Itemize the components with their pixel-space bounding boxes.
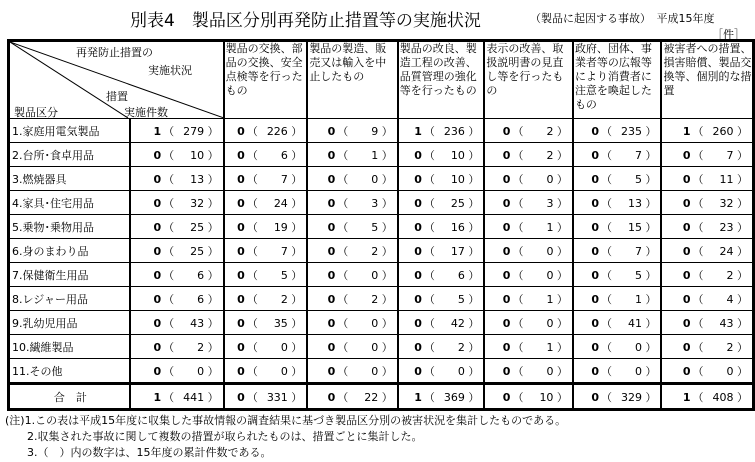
value-cell: 0 （ 5 ） <box>398 287 485 311</box>
note-2: 2.収集された事故に関して複数の措置が取られたものは、措置ごとに集計した。 <box>5 430 423 443</box>
cumulative: 4 <box>726 292 734 306</box>
count: 0 <box>682 268 691 282</box>
value-cell: 0 （ 11 ） <box>661 167 753 191</box>
cumulative: 2 <box>726 268 734 282</box>
value-cell: 1 （ 369 ） <box>398 384 485 410</box>
cumulative: 0 <box>546 316 554 330</box>
cumulative: 1 <box>546 292 554 306</box>
cumulative: 32 <box>719 196 734 210</box>
cumulative: 3 <box>546 196 554 210</box>
count: 0 <box>237 268 245 282</box>
cumulative: 369 <box>443 390 465 404</box>
row-label: 6.身のまわり品 <box>9 239 130 263</box>
cumulative: 25 <box>450 196 465 210</box>
count: 0 <box>682 364 691 378</box>
count: 0 <box>591 172 599 186</box>
count: 0 <box>682 340 691 354</box>
table-row <box>9 335 754 359</box>
count: 0 <box>237 124 245 138</box>
cumulative: 23 <box>719 220 734 234</box>
value-cell: 0 （ 0 ） <box>484 239 573 263</box>
cumulative: 235 <box>620 124 642 138</box>
count: 0 <box>327 268 336 282</box>
value-cell: 0 （ 0 ） <box>398 359 485 384</box>
cumulative: 35 <box>273 316 288 330</box>
count: 0 <box>591 340 599 354</box>
value-cell: 0 （ 3 ） <box>307 191 397 215</box>
count: 0 <box>153 364 162 378</box>
value-cell: 0 （ 19 ） <box>224 215 308 239</box>
count: 0 <box>502 316 511 330</box>
value-cell: 0 （ 43 ） <box>661 311 753 335</box>
value-cell: 0 （ 2 ） <box>661 263 753 287</box>
cumulative: 260 <box>712 124 734 138</box>
value-cell: 0 （ 13 ） <box>573 191 662 215</box>
cumulative: 0 <box>726 364 734 378</box>
value-cell: 0 （ 2 ） <box>484 143 573 167</box>
value-cell: 0 （ 25 ） <box>130 215 224 239</box>
cumulative: 25 <box>190 244 205 258</box>
count: 1 <box>414 124 422 138</box>
value-cell: 0 （ 0 ） <box>307 263 397 287</box>
cumulative: 408 <box>712 390 734 404</box>
cumulative: 13 <box>627 196 642 210</box>
cumulative: 10 <box>450 172 465 186</box>
cumulative: 5 <box>280 268 288 282</box>
cumulative: 24 <box>273 196 288 210</box>
cumulative: 41 <box>627 316 642 330</box>
count: 0 <box>591 220 599 234</box>
table-row <box>9 359 754 384</box>
row-label: 5.乗物･乗物用品 <box>9 215 130 239</box>
cumulative: 3 <box>371 196 379 210</box>
cumulative: 7 <box>280 172 288 186</box>
cumulative: 0 <box>280 340 288 354</box>
count: 0 <box>153 148 162 162</box>
value-cell: 0 （ 0 ） <box>573 359 662 384</box>
count: 0 <box>327 364 336 378</box>
column-header: 製品の製造、販売又は輸入を中止したもの <box>307 41 397 119</box>
count: 0 <box>153 292 162 306</box>
count: 0 <box>682 292 691 306</box>
cumulative: 6 <box>197 292 205 306</box>
value-cell: 0 （ 2 ） <box>484 119 573 143</box>
cumulative: 2 <box>371 244 379 258</box>
cumulative: 329 <box>620 390 642 404</box>
cumulative: 2 <box>546 148 554 162</box>
value-cell: 0 （ 13 ） <box>130 167 224 191</box>
note-1: (注)1.この表は平成15年度に収集した事故情報の調査結果に基づき製品区分別の被害状況を集計したものである。 <box>5 414 567 427</box>
cumulative: 13 <box>190 172 205 186</box>
value-cell: 0 （ 2 ） <box>130 335 224 359</box>
count: 0 <box>153 172 162 186</box>
value-cell: 0 （ 1 ） <box>307 143 397 167</box>
notes <box>5 413 566 461</box>
value-cell: 0 （ 35 ） <box>224 311 308 335</box>
cumulative: 1 <box>546 340 554 354</box>
row-label: 3.燃焼器具 <box>9 167 130 191</box>
value-cell: 0 （ 25 ） <box>130 239 224 263</box>
cumulative: 25 <box>190 220 205 234</box>
count: 0 <box>414 340 422 354</box>
cumulative: 1 <box>371 148 379 162</box>
count: 0 <box>237 292 245 306</box>
count: 0 <box>327 124 336 138</box>
value-cell: 0 （ 0 ） <box>484 311 573 335</box>
cumulative: 24 <box>719 244 734 258</box>
corner-header <box>9 41 224 119</box>
cumulative: 2 <box>371 292 379 306</box>
value-cell: 0 （ 0 ） <box>484 359 573 384</box>
cumulative: 226 <box>266 124 288 138</box>
cumulative: 7 <box>634 244 642 258</box>
cumulative: 0 <box>197 364 205 378</box>
cumulative: 0 <box>546 364 554 378</box>
count: 0 <box>682 172 691 186</box>
value-cell: 0 （ 226 ） <box>224 119 308 143</box>
cumulative: 10 <box>190 148 205 162</box>
value-cell: 0 （ 41 ） <box>573 311 662 335</box>
value-cell: 0 （ 16 ） <box>398 215 485 239</box>
count: 0 <box>414 172 422 186</box>
value-cell: 1 （ 260 ） <box>661 119 753 143</box>
value-cell: 0 （ 0 ） <box>307 335 397 359</box>
value-cell: 0 （ 15 ） <box>573 215 662 239</box>
value-cell: 0 （ 0 ） <box>573 335 662 359</box>
count: 0 <box>682 148 691 162</box>
column-header: 製品の交換、部品の交換、安全点検等を行ったもの <box>224 41 308 119</box>
cumulative: 15 <box>627 220 642 234</box>
count: 0 <box>327 340 336 354</box>
count: 0 <box>502 196 511 210</box>
corner-bottom-right: 実施件数 <box>124 106 168 119</box>
row-label: 8.レジャー用品 <box>9 287 130 311</box>
count: 0 <box>327 390 336 404</box>
value-cell: 0 （ 2 ） <box>307 287 397 311</box>
count: 0 <box>153 316 162 330</box>
value-cell: 0 （ 0 ） <box>224 335 308 359</box>
count: 0 <box>502 124 511 138</box>
value-cell: 0 （ 0 ） <box>224 359 308 384</box>
count: 0 <box>682 196 691 210</box>
cumulative: 17 <box>450 244 465 258</box>
cumulative: 1 <box>546 220 554 234</box>
count: 0 <box>327 220 336 234</box>
table-row <box>9 191 754 215</box>
value-cell: 0 （ 329 ） <box>573 384 662 410</box>
corner-top: 再発防止措置の <box>76 46 153 59</box>
cumulative: 0 <box>546 268 554 282</box>
count: 0 <box>502 172 511 186</box>
count: 0 <box>327 196 336 210</box>
table-row <box>9 311 754 335</box>
count: 0 <box>414 148 422 162</box>
page-title: 別表4 製品区分別再発防止措置等の実施状況 <box>130 11 481 31</box>
value-cell: 0 （ 32 ） <box>661 191 753 215</box>
cumulative: 0 <box>371 316 379 330</box>
cumulative: 5 <box>371 220 379 234</box>
cumulative: 42 <box>450 316 465 330</box>
value-cell: 0 （ 5 ） <box>307 215 397 239</box>
count: 0 <box>502 148 511 162</box>
value-cell: 0 （ 2 ） <box>398 335 485 359</box>
count: 0 <box>153 196 162 210</box>
count: 1 <box>682 124 691 138</box>
column-header: 表示の改善、取扱説明書の見直し等を行ったもの <box>484 41 573 119</box>
count: 0 <box>414 196 422 210</box>
value-cell: 0 （ 22 ） <box>307 384 397 410</box>
cumulative: 441 <box>183 390 205 404</box>
count: 1 <box>414 390 422 404</box>
value-cell: 0 （ 331 ） <box>224 384 308 410</box>
cumulative: 0 <box>634 364 642 378</box>
value-cell: 0 （ 5 ） <box>573 263 662 287</box>
value-cell: 0 （ 6 ） <box>130 263 224 287</box>
corner-mid: 措置 <box>106 90 128 103</box>
value-cell: 0 （ 1 ） <box>484 335 573 359</box>
cumulative: 0 <box>371 340 379 354</box>
cumulative: 279 <box>183 124 205 138</box>
count: 1 <box>153 390 162 404</box>
table-row <box>9 239 754 263</box>
table-row <box>9 287 754 311</box>
corner-bottom-left: 製品区分 <box>14 106 58 119</box>
note-3: 3.（ ）内の数字は、15年度の累計件数である。 <box>5 446 272 459</box>
table-row <box>9 119 754 143</box>
count: 0 <box>237 340 245 354</box>
cumulative: 19 <box>273 220 288 234</box>
cumulative: 7 <box>726 148 734 162</box>
count: 0 <box>237 390 245 404</box>
count: 0 <box>591 390 599 404</box>
value-cell: 0 （ 5 ） <box>224 263 308 287</box>
table-row <box>9 143 754 167</box>
value-cell: 0 （ 7 ） <box>573 239 662 263</box>
count: 0 <box>502 364 511 378</box>
count: 0 <box>414 364 422 378</box>
value-cell: 0 （ 6 ） <box>130 287 224 311</box>
value-cell: 0 （ 0 ） <box>130 359 224 384</box>
count: 1 <box>153 124 162 138</box>
value-cell: 0 （ 235 ） <box>573 119 662 143</box>
cumulative: 43 <box>190 316 205 330</box>
value-cell: 0 （ 32 ） <box>130 191 224 215</box>
count: 0 <box>153 244 162 258</box>
measures-table <box>7 39 755 411</box>
row-label: 11.その他 <box>9 359 130 384</box>
value-cell: 0 （ 0 ） <box>484 167 573 191</box>
row-label: 1.家庭用電気製品 <box>9 119 130 143</box>
table-row <box>9 167 754 191</box>
count: 0 <box>414 292 422 306</box>
count: 0 <box>502 340 511 354</box>
value-cell: 1 （ 408 ） <box>661 384 753 410</box>
row-label: 10.繊維製品 <box>9 335 130 359</box>
count: 0 <box>153 220 162 234</box>
cumulative: 2 <box>457 340 465 354</box>
count: 0 <box>414 244 422 258</box>
cumulative: 1 <box>634 292 642 306</box>
count: 0 <box>327 244 336 258</box>
cumulative: 7 <box>634 148 642 162</box>
value-cell: 0 （ 10 ） <box>484 384 573 410</box>
count: 0 <box>591 268 599 282</box>
cumulative: 22 <box>364 390 379 404</box>
value-cell: 1 （ 279 ） <box>130 119 224 143</box>
cumulative: 0 <box>634 340 642 354</box>
cumulative: 0 <box>546 172 554 186</box>
count: 0 <box>237 244 245 258</box>
value-cell: 0 （ 1 ） <box>573 287 662 311</box>
count: 0 <box>591 196 599 210</box>
corner-top2: 実施状況 <box>148 64 192 77</box>
value-cell: 1 （ 236 ） <box>398 119 485 143</box>
cumulative: 2 <box>726 340 734 354</box>
cumulative: 0 <box>371 364 379 378</box>
count: 0 <box>591 316 599 330</box>
value-cell: 0 （ 42 ） <box>398 311 485 335</box>
cumulative: 6 <box>457 268 465 282</box>
count: 0 <box>153 340 162 354</box>
count: 0 <box>591 124 599 138</box>
value-cell: 0 （ 2 ） <box>307 239 397 263</box>
count: 0 <box>327 292 336 306</box>
unit-label: ［件］ <box>712 28 745 41</box>
value-cell: 0 （ 0 ） <box>307 167 397 191</box>
count: 0 <box>414 220 422 234</box>
count: 0 <box>327 148 336 162</box>
count: 0 <box>153 268 162 282</box>
value-cell: 0 （ 7 ） <box>224 167 308 191</box>
count: 0 <box>237 172 245 186</box>
row-label: 7.保健衛生用品 <box>9 263 130 287</box>
value-cell: 0 （ 4 ） <box>661 287 753 311</box>
column-header: 政府、団体、事業者等の広報等により消費者に注意を喚起したもの <box>573 41 662 119</box>
value-cell: 0 （ 0 ） <box>661 359 753 384</box>
row-label: 4.家具･住宅用品 <box>9 191 130 215</box>
count: 0 <box>682 244 691 258</box>
row-label: 合 計 <box>9 384 130 410</box>
cumulative: 0 <box>280 364 288 378</box>
value-cell: 0 （ 9 ） <box>307 119 397 143</box>
cumulative: 9 <box>371 124 379 138</box>
count: 0 <box>237 148 245 162</box>
value-cell: 0 （ 23 ） <box>661 215 753 239</box>
value-cell: 0 （ 7 ） <box>224 239 308 263</box>
count: 0 <box>591 244 599 258</box>
count: 0 <box>591 364 599 378</box>
cumulative: 10 <box>450 148 465 162</box>
count: 0 <box>682 220 691 234</box>
count: 0 <box>502 268 511 282</box>
count: 0 <box>237 316 245 330</box>
count: 0 <box>414 316 422 330</box>
value-cell: 0 （ 5 ） <box>573 167 662 191</box>
table-row <box>9 263 754 287</box>
count: 0 <box>237 220 245 234</box>
value-cell: 0 （ 10 ） <box>398 167 485 191</box>
cumulative: 7 <box>280 244 288 258</box>
cumulative: 5 <box>457 292 465 306</box>
cumulative: 10 <box>539 390 554 404</box>
value-cell: 0 （ 1 ） <box>484 215 573 239</box>
count: 0 <box>237 364 245 378</box>
count: 0 <box>502 244 511 258</box>
total-row <box>9 384 754 410</box>
value-cell: 0 （ 43 ） <box>130 311 224 335</box>
count: 0 <box>502 292 511 306</box>
count: 0 <box>502 390 511 404</box>
cumulative: 5 <box>634 268 642 282</box>
count: 0 <box>414 268 422 282</box>
count: 0 <box>237 196 245 210</box>
value-cell: 0 （ 10 ） <box>398 143 485 167</box>
cumulative: 16 <box>450 220 465 234</box>
column-header: 製品の改良、製造工程の改善、品質管理の強化等を行ったもの <box>398 41 485 119</box>
count: 0 <box>502 220 511 234</box>
cumulative: 32 <box>190 196 205 210</box>
cumulative: 2 <box>197 340 205 354</box>
value-cell: 0 （ 0 ） <box>307 359 397 384</box>
cumulative: 331 <box>266 390 288 404</box>
count: 0 <box>591 148 599 162</box>
cumulative: 5 <box>634 172 642 186</box>
cumulative: 236 <box>443 124 465 138</box>
value-cell: 0 （ 24 ） <box>661 239 753 263</box>
value-cell: 0 （ 6 ） <box>224 143 308 167</box>
value-cell: 0 （ 2 ） <box>661 335 753 359</box>
value-cell: 0 （ 3 ） <box>484 191 573 215</box>
row-label: 2.台所･食卓用品 <box>9 143 130 167</box>
cumulative: 6 <box>197 268 205 282</box>
cumulative: 0 <box>371 268 379 282</box>
count: 0 <box>327 172 336 186</box>
value-cell: 0 （ 24 ） <box>224 191 308 215</box>
row-label: 9.乳幼児用品 <box>9 311 130 335</box>
value-cell: 0 （ 0 ） <box>307 311 397 335</box>
count: 0 <box>327 316 336 330</box>
value-cell: 0 （ 7 ） <box>573 143 662 167</box>
count: 0 <box>591 292 599 306</box>
cumulative: 11 <box>719 172 734 186</box>
cumulative: 0 <box>546 244 554 258</box>
value-cell: 0 （ 6 ） <box>398 263 485 287</box>
value-cell: 0 （ 17 ） <box>398 239 485 263</box>
value-cell: 0 （ 1 ） <box>484 287 573 311</box>
cumulative: 0 <box>457 364 465 378</box>
cumulative: 6 <box>280 148 288 162</box>
cumulative: 2 <box>546 124 554 138</box>
table-row <box>9 215 754 239</box>
cumulative: 2 <box>280 292 288 306</box>
value-cell: 0 （ 10 ） <box>130 143 224 167</box>
value-cell: 0 （ 25 ） <box>398 191 485 215</box>
cumulative: 43 <box>719 316 734 330</box>
count: 0 <box>682 316 691 330</box>
value-cell: 0 （ 0 ） <box>484 263 573 287</box>
value-cell: 0 （ 2 ） <box>224 287 308 311</box>
cumulative: 0 <box>371 172 379 186</box>
column-header: 被害者への措置、損害賠償、製品交換等、個別的な措置 <box>661 41 753 119</box>
value-cell: 1 （ 441 ） <box>130 384 224 410</box>
value-cell: 0 （ 7 ） <box>661 143 753 167</box>
count: 1 <box>682 390 691 404</box>
subtitle: （製品に起因する事故） 平成15年度 <box>530 12 715 25</box>
